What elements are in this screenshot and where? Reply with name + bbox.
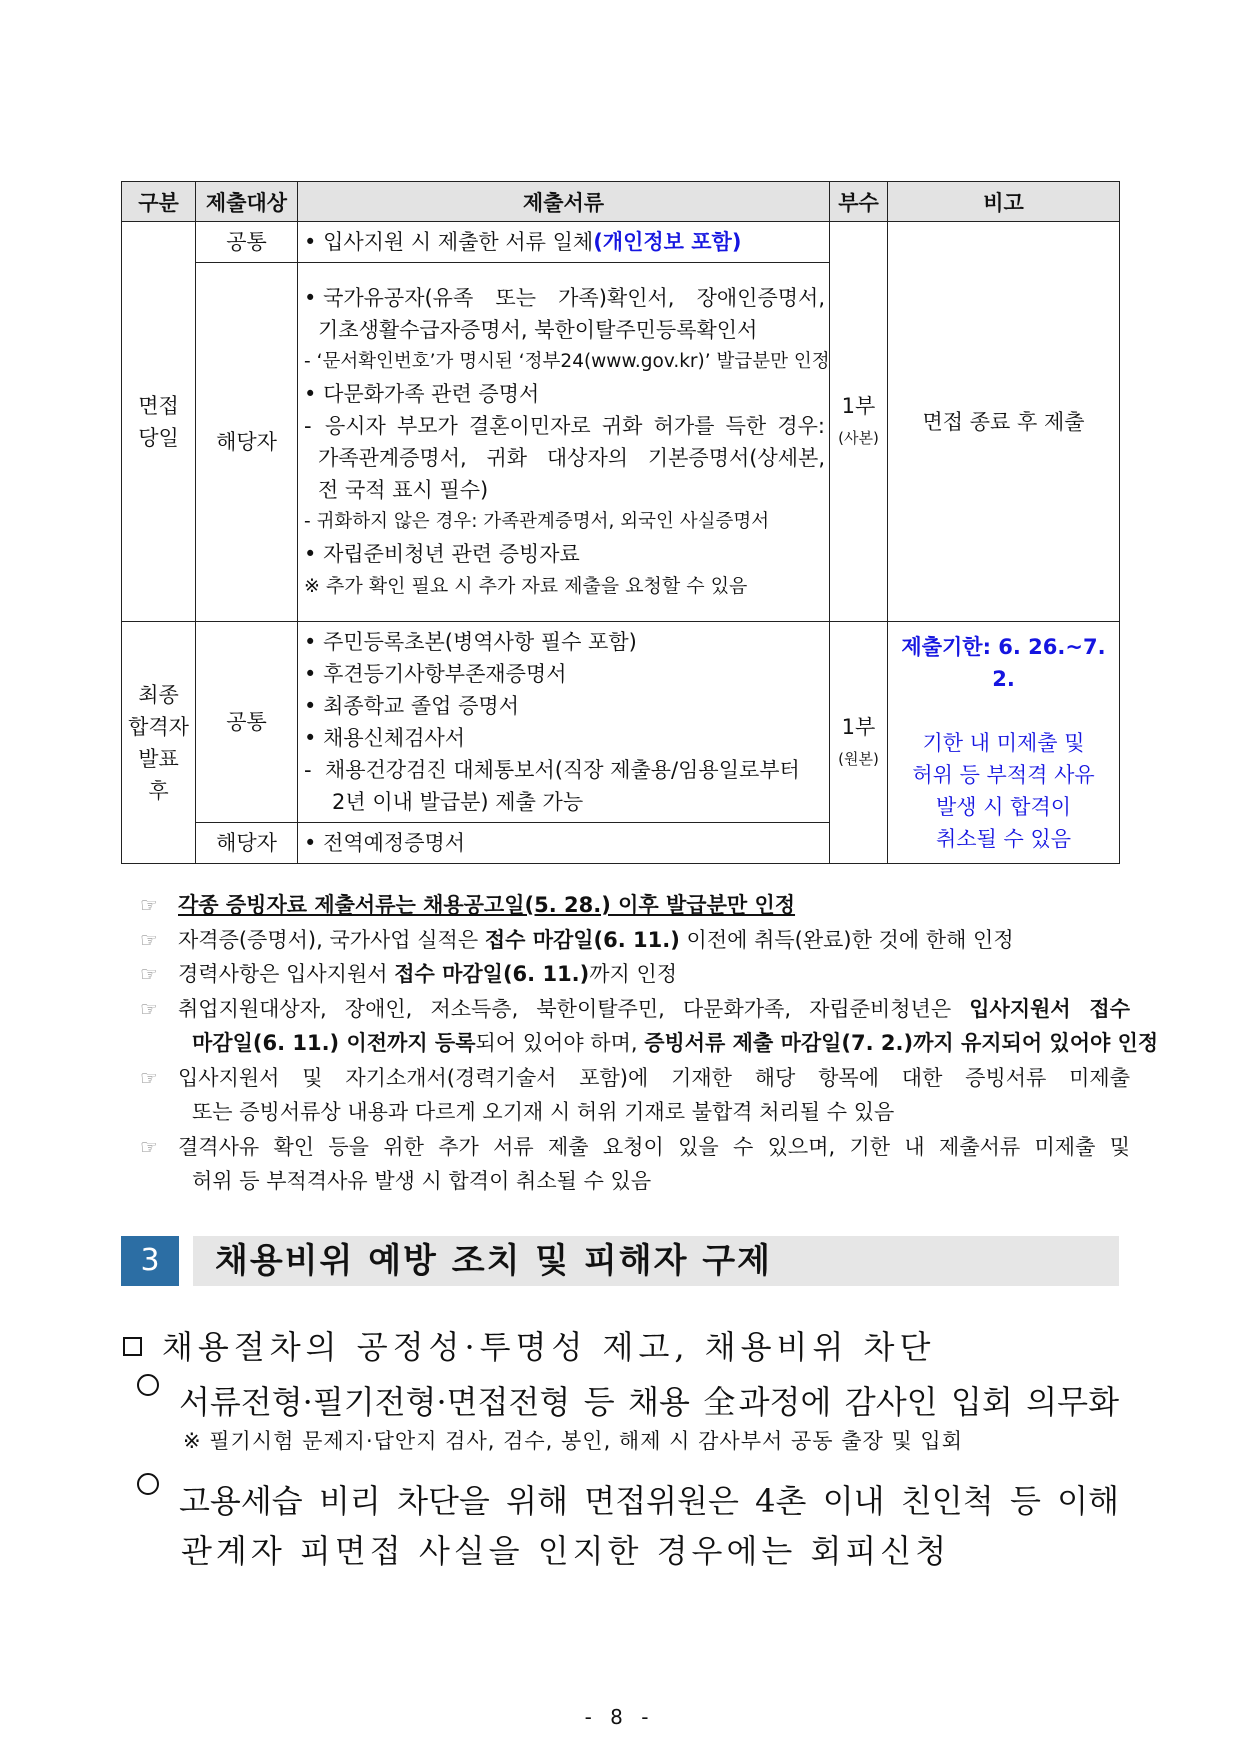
documents-cell (298, 222, 830, 263)
bullet-item: 서류전형·필기전형·면접전형 등 채용 全과정에 감사인 입회 의무화 (137, 1377, 1119, 1423)
pointing-hand-icon: ☞ (140, 1134, 158, 1159)
note-item: ☞ 경력사항은 입사지원서 접수 마감일(6. 11.)까지 인정 (140, 957, 1130, 992)
list-item: 2년 이내 발급분) 제출 가능 (332, 790, 584, 814)
copies-cell: 1부 (사본) (830, 222, 888, 622)
note-item: ☞ 각종 증빙자료 제출서류는 채용공고일(5. 28.) 이후 발급분만 인정 (140, 888, 1130, 923)
target-relevant: 해당자 (196, 823, 298, 864)
list-item: • 자립준비청년 관련 증빙자료 (304, 542, 580, 566)
list-item: • 전역예정증명서 (304, 831, 466, 855)
pointing-hand-icon: ☞ (140, 996, 158, 1021)
page-number: - 8 - (584, 1705, 655, 1729)
list-item: 기초생활수급자증명서, 북한이탈주민등록확인서 (318, 318, 758, 342)
category-after-final: 최종 합격자 발표 후 (122, 622, 196, 864)
circle-bullet-icon (137, 1473, 159, 1495)
remark-cell: 면접 종료 후 제출 (888, 222, 1120, 622)
documents-cell (298, 823, 830, 864)
list-item: - ‘문서확인번호’가 명시된 ‘정부24(www.gov.kr)’ 발급분만 인정 (304, 351, 830, 372)
section-title: 채용비위 예방 조치 및 피해자 구제 (215, 1241, 772, 1281)
header-category: 구분 (122, 182, 196, 222)
header-remarks: 비고 (888, 182, 1120, 222)
bullet-note: ※ 필기시험 문제지·답안지 검사, 검수, 봉인, 해제 시 감사부서 공동 출장 및 입회 (183, 1429, 963, 1453)
checkbox-square-icon (123, 1337, 142, 1356)
pointing-hand-icon: ☞ (140, 1065, 158, 1090)
list-item: - 귀화하지 않은 경우: 가족관계증명서, 외국인 사실증명서 (304, 511, 770, 532)
list-item: 가족관계증명서, 귀화 대상자의 기본증명서(상세본, (318, 446, 825, 470)
list-item: • 입사지원 시 제출한 서류 일체(개인정보 포함) (304, 230, 742, 254)
pointing-hand-icon: ☞ (140, 927, 158, 952)
list-item: - 응시자 부모가 결혼이민자로 귀화 허가를 득한 경우: (304, 414, 825, 438)
note-item: ☞ 결격사유 확인 등을 위한 추가 서류 제출 요청이 있을 수 있으며, 기한 내 제출서류 미제출 및 (140, 1130, 1130, 1165)
copies-cell: 1부 (원본) (830, 622, 888, 864)
documents-cell (298, 622, 830, 823)
pointing-hand-icon: ☞ (140, 893, 158, 917)
bullet-item: 고용세습 비리 차단을 위해 면접위원은 4촌 이내 친인척 등 이해 (137, 1476, 1119, 1522)
target-common: 공통 (196, 222, 298, 263)
bullet-item-continuation: 관계자 피면접 사실을 인지한 경우에는 회피신청 (181, 1532, 951, 1570)
documents-cell (298, 263, 830, 622)
list-item: • 다문화가족 관련 증명서 (304, 382, 540, 406)
note-item: ☞ 취업지원대상자, 장애인, 저소득층, 북한이탈주민, 다문화가족, 자립준비청년은 입사지원서 접수 (140, 992, 1130, 1027)
list-item: ※ 추가 확인 필요 시 추가 자료 제출을 요청할 수 있음 (304, 575, 748, 597)
list-item: • 주민등록초본(병역사항 필수 포함) (304, 630, 637, 654)
section-number: 3 (121, 1236, 179, 1286)
list-item: - 채용건강검진 대체통보서(직장 제출용/임용일로부터 (304, 758, 800, 782)
notes-list (140, 888, 1159, 1199)
list-item: • 후견등기사항부존재증명서 (304, 662, 567, 686)
note-item: 마감일(6. 11.) 이전까지 등록되어 있어야 하며, 증빙서류 제출 마감일(7. 2.)까지 유지되어 있어야 인정 (192, 1031, 1159, 1055)
list-item: • 국가유공자(유족 또는 가족)확인서, 장애인증명서, (304, 286, 825, 310)
note-item: 허위 등 부적격사유 발생 시 합격이 취소될 수 있음 (192, 1169, 652, 1193)
target-common: 공통 (196, 622, 298, 823)
pointing-hand-icon: ☞ (140, 962, 158, 986)
circle-bullet-icon (137, 1374, 159, 1396)
table-row (122, 222, 1120, 263)
table-header-row (122, 182, 1120, 222)
header-copies: 부수 (830, 182, 888, 222)
note-item: 또는 증빙서류상 내용과 다르게 오기재 시 허위 기재로 불합격 처리될 수 있음 (192, 1100, 895, 1124)
target-relevant: 해당자 (196, 263, 298, 622)
section-heading: 채용절차의 공정성·투명성 제고, 채용비위 차단 (123, 1322, 935, 1368)
header-documents: 제출서류 (298, 182, 830, 222)
note-item: ☞ 입사지원서 및 자기소개서(경력기술서 포함)에 기재한 해당 항목에 대한 증빙서류 미제출 (140, 1061, 1130, 1096)
header-target: 제출대상 (196, 182, 298, 222)
document-requirements-table (121, 181, 1120, 864)
list-item: • 채용신체검사서 (304, 726, 466, 750)
remark-cell: 제출기한: 6. 26.~7. 2. 기한 내 미제출 및 허위 등 부적격 사유 발생 시 합격이 취소될 수 있음 (888, 622, 1120, 864)
table-row (122, 622, 1120, 823)
note-item: ☞ 자격증(증명서), 국가사업 실적은 접수 마감일(6. 11.) 이전에 취득(완료)한 것에 한해 인정 (140, 923, 1130, 958)
category-interview-day: 면접 당일 (122, 222, 196, 622)
list-item: 전 국적 표시 필수) (318, 478, 489, 502)
list-item: • 최종학교 졸업 증명서 (304, 694, 519, 718)
deadline-text: 제출기한: 6. 26.~7. 2. (901, 634, 1106, 691)
